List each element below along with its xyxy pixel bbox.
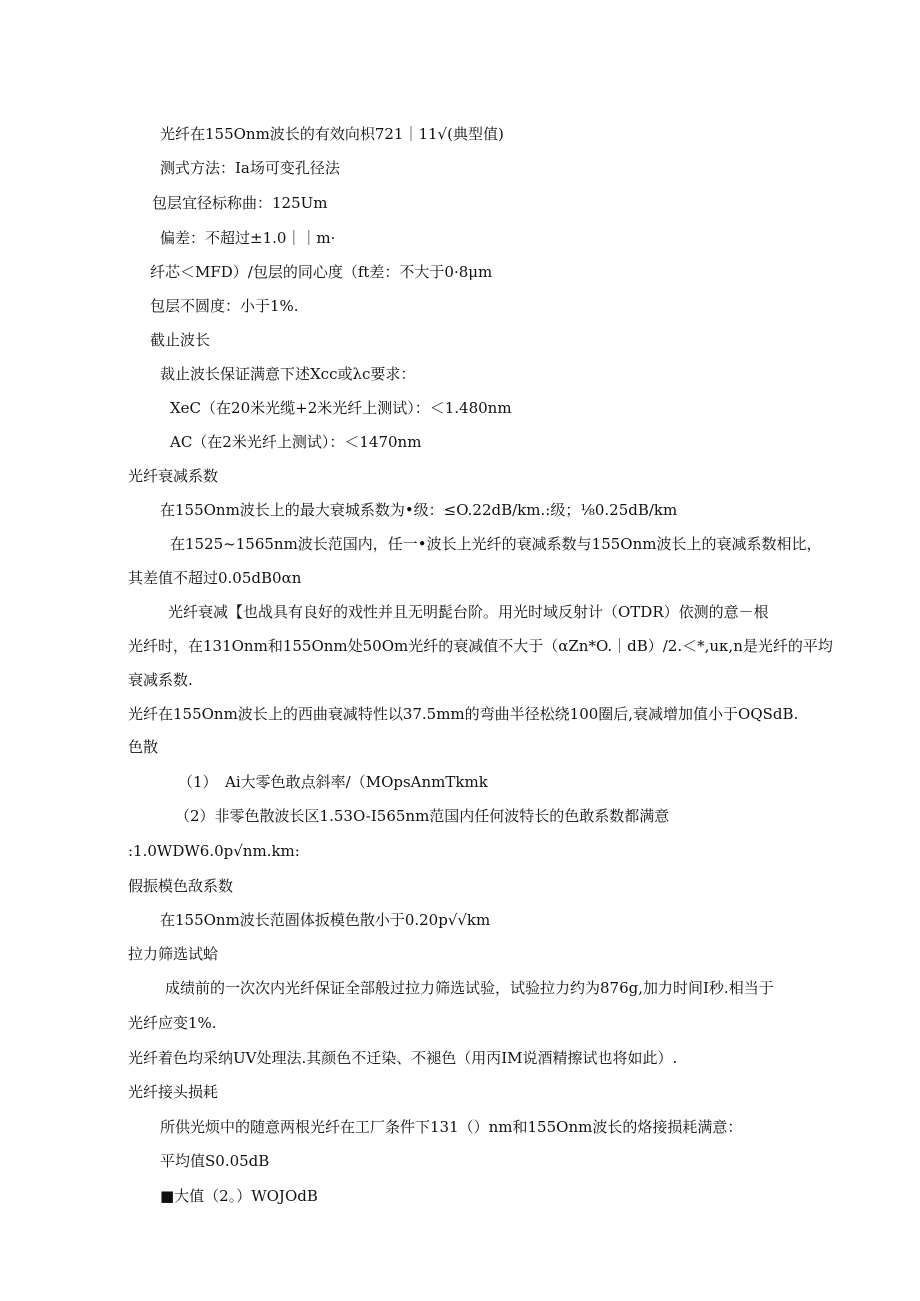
text-line: 在155Onm波长范圄体扳模色散小于0.20p√√km: [160, 911, 491, 929]
text-line: 光纤衰减【也战具有良好的戏性并且无明髭台阶。用光时域反射计（OTDR）依测的意－根: [168, 603, 769, 621]
section-heading: 光纤衰减系数: [128, 467, 219, 485]
text-line: （2）非零色散波长区1.53O-I565nm范国内任何波特长的色敢系数都满意: [175, 807, 670, 825]
text-line: 光纤在155Onm波长的有效向枳721｜11√(典型值): [160, 125, 504, 143]
text-line: 所供光烦中的随意两根光纤在工厂条件下131（）nm和155Onm波长的烙接损耗满意：: [160, 1118, 743, 1136]
text-line: 在1525~1565nm波长范国内，任一•波长上光纤的衰减系数与155Onm波长上的衰减系数相比，: [170, 535, 822, 553]
section-heading: 光纤接头损耗: [128, 1083, 219, 1101]
text-line: （1） Ai大零色敢点斜率/（MOpsAnmTkmk: [178, 773, 488, 791]
text-line: 包层宜径标称曲：125Um: [152, 194, 328, 212]
section-heading: 截止波长: [150, 331, 211, 349]
text-line: 平均值S0.05dB: [160, 1152, 270, 1170]
text-line: 光纤时，在131Onm和155Onm处50Om光纤的衰减值不大于（αZn*O.｜dB）/2.＜*,uκ,n是光纤的平均: [128, 637, 833, 655]
section-heading: 假振模色敌系数: [128, 877, 234, 895]
section-heading: 拉力筛选试蛤: [128, 945, 219, 963]
text-line: 偏差：不超过±1.0｜｜m·: [160, 229, 336, 247]
text-line: 包层不圆度：小于1%.: [150, 297, 299, 315]
text-line: 其差值不超过0.05dB0αn: [128, 569, 302, 587]
text-line: 纤芯＜MFD）/包层的同心度（ft差：不大于0·8μm: [150, 263, 493, 281]
text-line: 光纤着色均采纳UV处理法.其颜色不迁染、不褪色（用丙IM说酒精擦试也将如此）.: [128, 1049, 678, 1067]
text-line: XeC（在20米光缆+2米光纤上测试）：＜1.480nm: [170, 399, 512, 417]
text-line: AC（在2米光纤上测试）：＜1470nm: [170, 433, 422, 451]
text-line: 测式方法：Ia场可变孔径法: [160, 159, 340, 177]
text-line: 光纤应变1%.: [128, 1014, 217, 1032]
text-line: 衰减系数.: [128, 671, 193, 689]
text-line: 裁止波长保证满意下述Xcc或λc要求：: [160, 365, 416, 383]
text-line: ■大值（2。）WOJOdB: [160, 1187, 318, 1205]
text-line: 在155Onm波长上的最大衰城系数为•级：≤O.22dB/km.:级；⅛0.25dB/km: [160, 501, 678, 519]
text-line: 成绩前的一次次内光纤保证全部般过拉力筛选试验，试验拉力约为876g,加力时间I秒.相当于: [165, 979, 774, 997]
text-line: 光纤在155Onm波长上的西曲衰减特性以37.5mm的弯曲半径松绕100圈后,衰减增加值小于OQSdB.: [128, 705, 799, 723]
section-heading: 色散: [128, 738, 159, 756]
text-line: :1.0WDW6.0p√nm.km:: [128, 842, 300, 860]
